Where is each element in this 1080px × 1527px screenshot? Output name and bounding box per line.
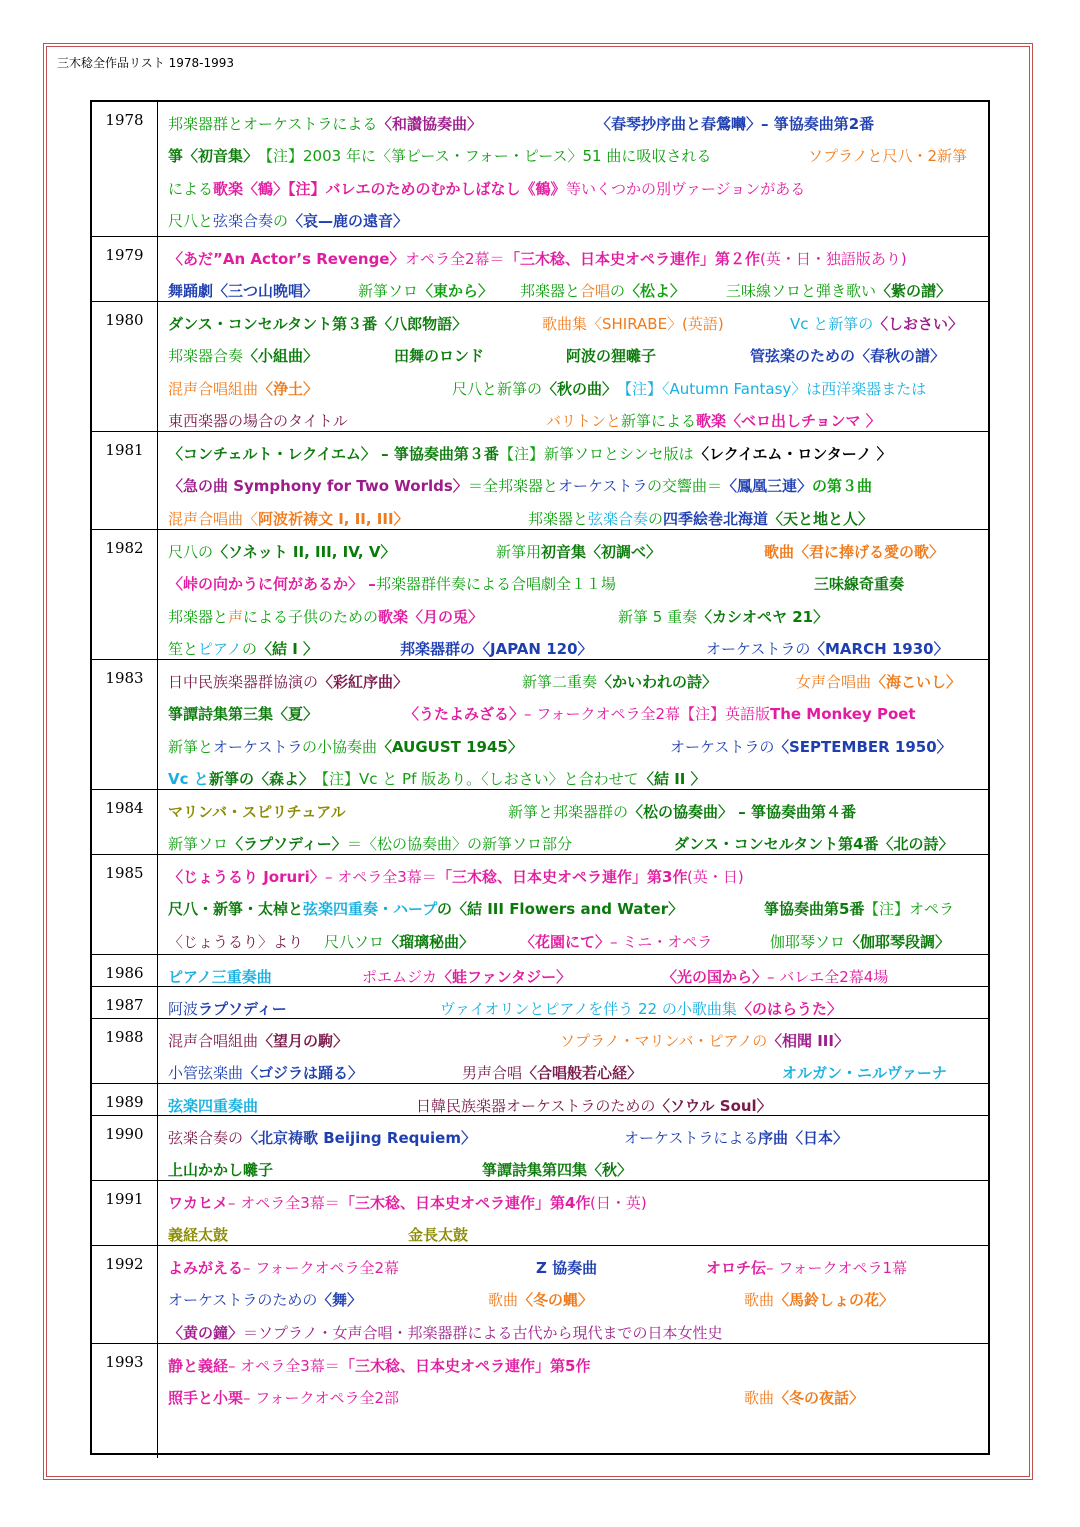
work-line xyxy=(168,928,982,956)
work-line xyxy=(168,603,982,631)
work-entry: – バレエ全2幕4場 xyxy=(767,968,889,986)
work-entry: ダンス・コンセルタント第３番〈八郎物語〉 xyxy=(168,315,468,333)
work-entry: オーケストラ xyxy=(213,737,303,756)
work-entry: オーケストラの xyxy=(706,640,811,659)
work-entry: 〈彩紅序曲〉 xyxy=(318,673,409,691)
year-label: 1992 xyxy=(92,1246,158,1343)
work-entry: 〈結 I 〉 xyxy=(257,640,319,659)
work-line xyxy=(168,342,982,370)
work-line xyxy=(168,538,982,566)
work-entry: Vc と xyxy=(168,770,209,789)
work-entry: 〈蛙ファンタジー〉 xyxy=(437,968,572,986)
work-entry: ポエムジカ xyxy=(362,968,438,986)
work-entry: ＝〈松の協奏曲〉の新箏ソロ部分 xyxy=(347,835,573,854)
work-entry: 新箏と xyxy=(168,737,214,756)
year-label: 1989 xyxy=(92,1084,158,1115)
work-line xyxy=(168,440,982,468)
work-entry: 〈馬鈴しょの花〉 xyxy=(774,1291,895,1310)
work-entry: ピアノ xyxy=(198,640,242,659)
year-label: 1986 xyxy=(92,955,158,986)
work-entry: 東西楽器の場合のタイトル xyxy=(168,412,348,431)
work-entry: 笙と xyxy=(168,640,199,659)
work-line xyxy=(168,635,982,663)
work-entry: 〈SEPTEMBER 1950〉 xyxy=(774,737,952,756)
work-line xyxy=(168,895,982,923)
year-row xyxy=(92,955,988,987)
work-entry: 〈北京祷歌 Beijing Requiem〉 xyxy=(243,1129,476,1147)
work-line xyxy=(168,1286,982,1314)
work-entry: 〈ソネット II, III, IV, V〉 xyxy=(213,543,396,561)
year-row xyxy=(92,660,988,790)
work-entry: 邦楽器と xyxy=(528,509,589,528)
work-entry: 〈秋の曲〉 xyxy=(542,379,618,398)
work-line xyxy=(168,1027,982,1055)
year-row xyxy=(92,1344,988,1458)
work-line xyxy=(168,375,982,403)
work-entry: The Monkey Poet xyxy=(770,705,916,724)
work-entry: 〈うたよみざる〉 xyxy=(404,705,525,724)
work-entry: 歌楽〈月の兎〉 xyxy=(378,607,484,626)
work-entry: 三味線ソロと弾き歌い xyxy=(726,282,877,301)
work-entry: 〈松よ〉 xyxy=(625,282,686,301)
year-row xyxy=(92,237,988,302)
work-entry: オーケストラの xyxy=(670,737,775,756)
work-entry: 新箏二重奏 xyxy=(522,673,598,691)
work-entry: の xyxy=(437,900,453,919)
year-row xyxy=(92,530,988,660)
work-entry: 弦楽合奏 xyxy=(213,212,274,231)
work-entry: 〈かいわれの詩〉 xyxy=(597,673,718,691)
work-entry: ＝全邦楽器と xyxy=(468,477,559,496)
work-entry: 〈春琴抄序曲と春鶯囀〉– 箏協奏曲第2番 xyxy=(596,115,875,133)
work-entry: の交響曲＝ xyxy=(647,477,723,496)
work-entry: 新箏 5 重奏 xyxy=(618,607,698,626)
work-entry: 新箏 xyxy=(621,412,652,431)
work-line xyxy=(168,700,982,728)
work-entry: (英・日) xyxy=(687,868,744,886)
work-line xyxy=(168,310,982,338)
work-entry: – フォークオペラ1幕 xyxy=(766,1259,908,1277)
work-entry: 日韓民族楽器オーケストラのための xyxy=(416,1097,656,1115)
work-entry: Vc と新箏の xyxy=(790,315,874,333)
work-line xyxy=(168,110,982,138)
work-entry: 弦楽合奏の xyxy=(168,1129,244,1147)
work-entry: 〈コンチェルト・レクイエム〉 – 箏協奏曲第３番 xyxy=(168,445,499,463)
work-entry: 【注】新箏ソロとシンセ版は xyxy=(499,445,694,463)
work-entry: 〈AUGUST 1945〉 xyxy=(377,737,523,756)
work-entry: 邦楽器群伴奏による合唱劇全１１場 xyxy=(376,575,617,594)
work-line xyxy=(168,175,982,203)
work-entry: 伽耶琴ソロ xyxy=(770,932,846,951)
work-entry: 〈花園にて〉 xyxy=(520,932,611,951)
work-entry: ソプラノ・マリンバ・ピアノの xyxy=(560,1032,768,1050)
work-entry: オペラ全2幕＝ xyxy=(405,250,505,268)
work-entry: 照手と小栗 xyxy=(168,1389,244,1408)
year-label: 1990 xyxy=(92,1116,158,1180)
work-entry: ＝ソプラノ・女声合唱・邦楽器群による古代から現代までの日本女性史 xyxy=(243,1323,723,1342)
work-entry: 三味線奇重奏 xyxy=(814,575,905,594)
work-entry: 阿波 xyxy=(168,1000,199,1018)
work-entry: 尺八の xyxy=(168,543,214,561)
work-entry: 〈ラプソディー〉 xyxy=(228,835,347,854)
work-entry: 管弦楽のための〈春秋の譜〉 xyxy=(750,347,946,366)
work-entry: 新箏用 xyxy=(496,543,542,561)
work-entry: 田舞のロンド xyxy=(394,347,485,366)
work-entry: 〈MARCH 1930〉 xyxy=(810,640,949,659)
year-row xyxy=(92,102,988,237)
work-entry: 小管弦楽曲 xyxy=(168,1064,244,1083)
work-entry: 【注】Vc と Pf 版あり。〈しおさい〉と合わせて xyxy=(314,770,639,789)
work-entry: 〈ゴジラは踊る〉 xyxy=(243,1064,364,1083)
work-entry: ピアノ三重奏曲 xyxy=(168,968,272,986)
work-entry: 〈天と地と人〉 xyxy=(768,509,874,528)
work-entry: の xyxy=(648,509,664,528)
work-line xyxy=(168,765,982,793)
work-entry: オロチ伝 xyxy=(706,1259,767,1277)
work-entry: ヴァイオリンとピアノを伴う 22 の小歌曲集 xyxy=(440,1000,737,1018)
work-entry: (英語) xyxy=(682,315,724,333)
work-entry: 歌曲〈君に捧げる愛の歌〉 xyxy=(764,543,945,561)
work-entry: の xyxy=(273,212,289,231)
document-title: 三木稔全作品リスト 1978-1993 xyxy=(57,56,234,70)
work-entry: の小協奏曲 xyxy=(302,737,378,756)
work-entry: 〈じょうるり〉より xyxy=(168,932,304,951)
year-label: 1980 xyxy=(92,302,158,431)
work-entry: 「三木稔、日本史オペラ連作」第4作 xyxy=(340,1194,591,1212)
year-label: 1988 xyxy=(92,1019,158,1083)
work-entry: 尺八と新箏の xyxy=(452,379,543,398)
works-table xyxy=(90,100,990,1455)
work-entry: 静と義経 xyxy=(168,1357,229,1375)
work-entry: バリトンと xyxy=(546,412,622,431)
work-entry: オルガン・ニルヴァーナ xyxy=(782,1064,947,1083)
work-entry: 混声合唱組曲 xyxy=(168,1032,259,1050)
work-entry: 【注】〈Autumn Fantasy〉は西洋楽器または xyxy=(617,379,927,398)
work-line xyxy=(168,1352,982,1380)
work-entry: 金長太鼓 xyxy=(408,1226,469,1245)
work-entry: の xyxy=(610,282,626,301)
work-entry: 邦楽器群とオーケストラによる xyxy=(168,115,378,133)
work-entry: 合唱 xyxy=(580,282,611,301)
work-entry: 〈哀—鹿の遠音〉 xyxy=(288,212,409,231)
work-entry: 〈伽耶琴段調〉 xyxy=(845,932,951,951)
year-label: 1979 xyxy=(92,237,158,301)
work-entry: 【注】オペラ xyxy=(864,900,955,919)
work-entry: 新箏と邦楽器群の xyxy=(508,803,629,821)
year-row xyxy=(92,302,988,432)
year-row xyxy=(92,987,988,1019)
work-entry: 〈東から〉 xyxy=(418,282,494,301)
work-entry: 弦楽四重奏曲 xyxy=(168,1097,259,1115)
work-entry: 〈浄土〉 xyxy=(258,379,319,398)
work-entry: ダンス・コンセルタント第4番〈北の詩〉 xyxy=(674,835,954,854)
work-line xyxy=(168,472,982,500)
work-line xyxy=(168,570,982,598)
work-entry: 歌曲 xyxy=(488,1291,519,1310)
year-row xyxy=(92,790,988,855)
work-entry: 〈レクイエム・ロンターノ 〉 xyxy=(694,445,892,463)
year-row xyxy=(92,1246,988,1344)
work-line xyxy=(168,1189,982,1217)
work-entry: 舞踊劇〈三つ山晩唱〉 xyxy=(168,282,319,301)
work-line xyxy=(168,1124,982,1152)
work-entry: 〈合唱般若心経〉 xyxy=(522,1064,643,1083)
work-entry: ラプソディー xyxy=(198,1000,287,1018)
work-entry: 義経太鼓 xyxy=(168,1226,229,1245)
work-entry: 初音集〈初調べ〉 xyxy=(541,543,662,561)
work-entry: 日中民族楽器群協演の xyxy=(168,673,319,691)
work-entry: – オペラ全3幕＝ xyxy=(228,1194,340,1212)
work-entry: 歌曲 xyxy=(744,1291,775,1310)
work-entry: 「三木稔、日本史オペラ連作」第２作 xyxy=(505,250,761,268)
work-entry: 序曲〈日本〉 xyxy=(758,1129,849,1147)
work-entry: 混声合唱組曲 xyxy=(168,379,259,398)
work-entry: 〈望月の駒〉 xyxy=(258,1032,349,1050)
work-entry: – フォークオペラ全2幕 xyxy=(243,1259,400,1277)
work-entry: 〈松の協奏曲〉 – 箏協奏曲第４番 xyxy=(628,803,856,821)
year-label: 1983 xyxy=(92,660,158,789)
work-entry: による子供のための xyxy=(243,607,379,626)
work-line xyxy=(168,505,982,533)
work-line xyxy=(168,1254,982,1282)
work-entry: 阿波の狸囃子 xyxy=(566,347,657,366)
year-row xyxy=(92,1181,988,1246)
work-entry: 尺八と xyxy=(168,212,214,231)
year-row xyxy=(92,1116,988,1181)
work-entry: 〈急の曲 Symphony for Two Worlds〉 xyxy=(168,477,468,496)
work-entry: 〈冬の夜話〉 xyxy=(774,1389,865,1408)
work-entry: の xyxy=(242,640,258,659)
work-entry: – ミニ・オペラ xyxy=(610,932,713,951)
work-entry: 四季絵巻北海道 xyxy=(663,509,769,528)
work-line xyxy=(168,1319,982,1347)
work-entry: 〈しおさい〉 xyxy=(873,315,964,333)
work-entry: 〈小組曲〉 xyxy=(243,347,319,366)
work-entry: 邦楽器合奏 xyxy=(168,347,244,366)
work-entry: 箏協奏曲第5番 xyxy=(764,900,865,919)
work-entry: 歌楽〈ベロ出しチョンマ 〉 xyxy=(696,412,881,431)
work-entry: 「三木稔、日本史オペラ連作」第5作 xyxy=(340,1357,591,1375)
work-entry: (日・英) xyxy=(590,1194,647,1212)
work-entry: 「三木稔、日本史オペラ連作」第3作 xyxy=(437,868,688,886)
work-entry: 新箏ソロ xyxy=(358,282,419,301)
work-entry: の第３曲 xyxy=(812,477,873,496)
work-entry: 〈結 III Flowers and Water〉 xyxy=(452,900,684,919)
year-label: 1993 xyxy=(92,1344,158,1458)
year-row xyxy=(92,1019,988,1084)
year-label: 1982 xyxy=(92,530,158,659)
work-entry: 〈舞〉 xyxy=(317,1291,363,1310)
year-label: 1978 xyxy=(92,102,158,236)
work-entry: Z 協奏曲 xyxy=(536,1259,598,1277)
work-entry: 混声合唱曲〈 xyxy=(168,509,259,528)
work-line xyxy=(168,142,982,170)
work-entry: 〈和讃協奏曲〉 xyxy=(377,115,483,133)
work-entry: 男声合唱 xyxy=(462,1064,523,1083)
work-entry: 〈じょうるり Joruri〉 xyxy=(168,868,325,886)
work-entry: – フォークオペラ全2幕【注】英語版 xyxy=(524,705,771,724)
work-entry: 【注】2003 年に〈箏ピース・フォー・ピース〉51 曲に吸収される xyxy=(258,147,712,166)
work-line xyxy=(168,207,982,235)
work-entry: 新箏ソロ xyxy=(168,835,229,854)
work-entry: 歌曲集〈SHIRABE〉 xyxy=(542,315,683,333)
work-entry: 〈のはらうた〉 xyxy=(737,1000,843,1018)
work-entry: 尺八・新箏・太棹と xyxy=(168,900,304,919)
work-entry: 〈冬の蝿〉 xyxy=(518,1291,594,1310)
work-entry: 〈ソウル Soul〉 xyxy=(655,1097,772,1115)
work-entry: – フォークオペラ全2部 xyxy=(243,1389,400,1408)
work-entry: による xyxy=(168,179,214,198)
work-entry: 新箏の〈森よ〉 xyxy=(209,770,315,789)
work-entry: 邦楽器と xyxy=(168,607,229,626)
work-entry: オーケストラ xyxy=(558,477,648,496)
work-entry: 箏譚詩集第四集〈秋〉 xyxy=(482,1161,633,1180)
year-row xyxy=(92,432,988,530)
work-line xyxy=(168,863,982,891)
year-row xyxy=(92,855,988,955)
work-line xyxy=(168,1384,982,1412)
work-entry: 〈紫の譜〉 xyxy=(876,282,952,301)
work-entry: 弦楽四重奏・ハープ xyxy=(303,900,438,919)
work-entry: (英・日・独語版あり) xyxy=(760,250,907,268)
work-entry: 〈あだ”An Actor’s Revenge〉 xyxy=(168,250,405,268)
work-line xyxy=(168,407,982,435)
work-entry: 箏譚詩集第三集〈夏〉 xyxy=(168,705,319,724)
work-entry: 〈峠の向かうに何があるか〉 – xyxy=(168,575,376,594)
year-label: 1985 xyxy=(92,855,158,954)
year-label: 1987 xyxy=(92,987,158,1018)
work-entry: ソプラノと尺八・2新箏 xyxy=(808,147,968,166)
work-entry: オーケストラによる xyxy=(624,1129,759,1147)
work-entry: による xyxy=(651,412,697,431)
work-entry: 声 xyxy=(228,607,244,626)
work-entry: 上山かかし囃子 xyxy=(168,1161,274,1180)
work-line xyxy=(168,245,982,273)
work-entry: 歌曲 xyxy=(744,1389,775,1408)
work-entry: 〈瑠璃秘曲〉 xyxy=(384,932,475,951)
work-entry: 〈結 II 〉 xyxy=(639,770,706,789)
year-label: 1991 xyxy=(92,1181,158,1245)
work-entry: 阿波祈祷文 I, II, III〉 xyxy=(258,509,409,528)
work-line xyxy=(168,668,982,696)
work-line xyxy=(168,733,982,761)
work-entry: 女声合唱曲 xyxy=(796,673,872,691)
work-entry: 〈海こいし〉 xyxy=(871,673,962,691)
work-entry: 歌楽〈鶴〉【注】バレエのためのむかしばなし《鶴》 xyxy=(213,179,566,198)
work-entry: 〈光の国から〉 xyxy=(662,968,768,986)
work-entry: 弦楽合奏 xyxy=(588,509,649,528)
work-entry: 邦楽器と xyxy=(520,282,581,301)
work-entry: 〈鳳凰三連〉 xyxy=(722,477,813,496)
work-line xyxy=(168,798,982,826)
work-entry: マリンバ・スピリチュアル xyxy=(168,803,346,821)
work-entry: 邦楽器群の〈JAPAN 120〉 xyxy=(400,640,593,659)
work-entry: 尺八ソロ xyxy=(324,932,385,951)
work-entry: ワカヒメ xyxy=(168,1194,229,1212)
year-label: 1981 xyxy=(92,432,158,529)
work-entry: よみがえる xyxy=(168,1259,244,1277)
work-entry: 〈カシオペヤ 21〉 xyxy=(697,607,829,626)
work-entry: – オペラ全3幕＝ xyxy=(228,1357,340,1375)
work-entry: – オペラ全3幕＝ xyxy=(325,868,437,886)
work-entry: 〈黄の鐘〉 xyxy=(168,1323,244,1342)
work-entry: オーケストラのための xyxy=(168,1291,318,1310)
work-entry: 箏〈初音集〉 xyxy=(168,147,259,166)
year-label: 1984 xyxy=(92,790,158,854)
year-row xyxy=(92,1084,988,1116)
work-entry: 等いくつかの別ヴァージョンがある xyxy=(566,179,806,198)
work-entry: 〈相聞 III〉 xyxy=(767,1032,849,1050)
